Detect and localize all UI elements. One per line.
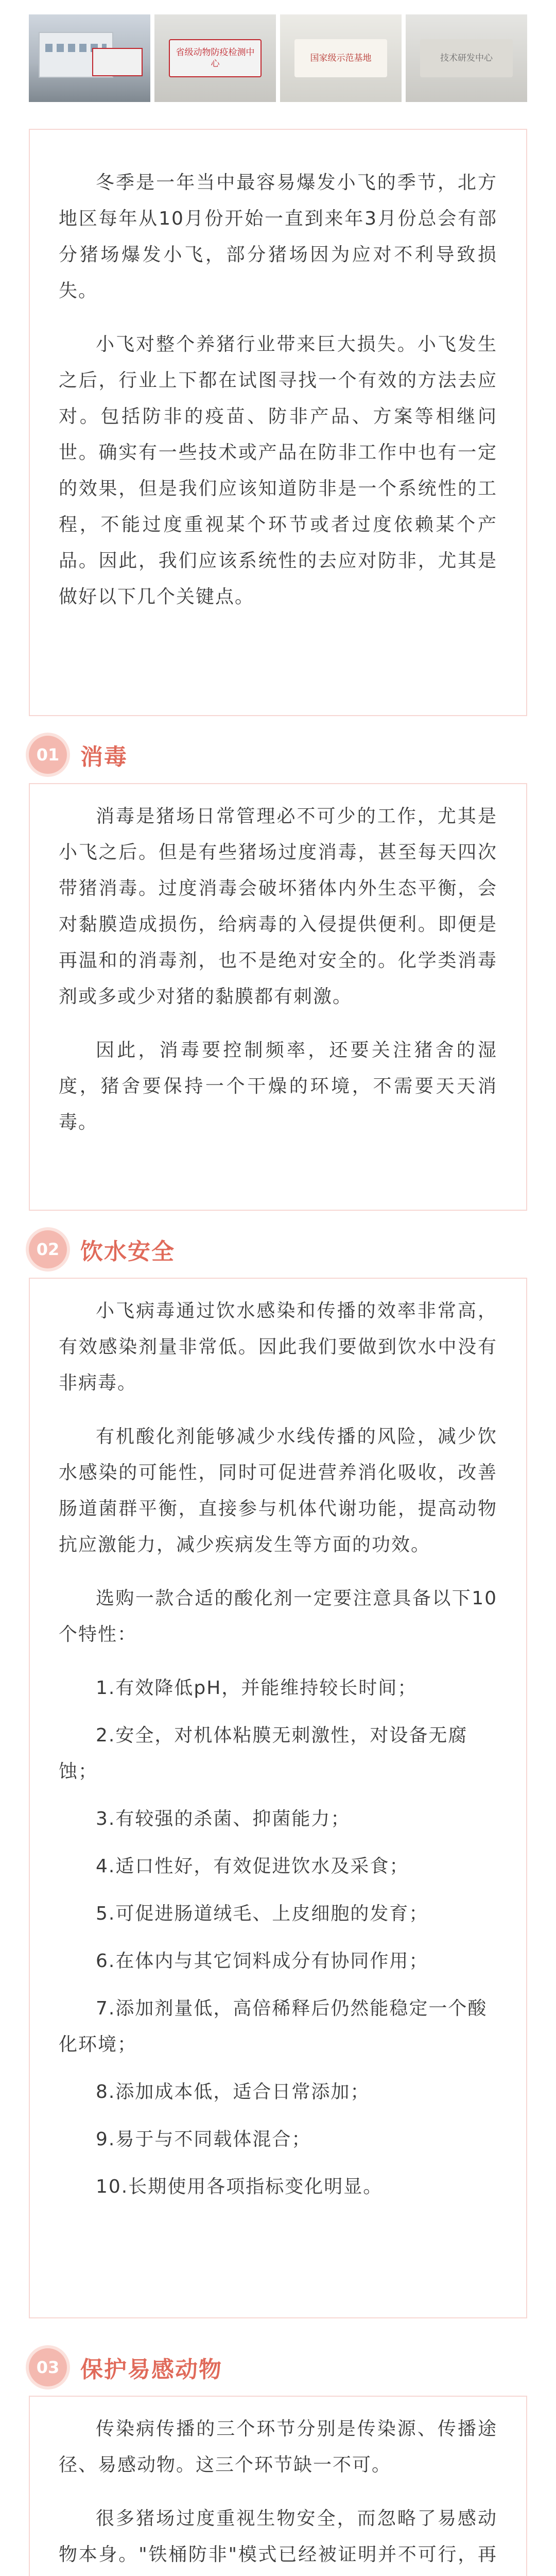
header-photo-strip <box>29 14 527 102</box>
section-paragraph: 有机酸化剂能够减少水线传播的风险，减少饮水感染的可能性，同时可促进营养消化吸收，改善肠道菌群平衡，直接参与机体代谢功能，提高动物抗应激能力，减少疾病发生等方面的功效。 <box>59 1426 497 1555</box>
section-paragraph: 很多猪场过度重视生物安全，而忽略了易感动物本身。"铁桶防非"模式已经被证明并不可行，再 <box>59 2508 497 2565</box>
feature-list <box>59 1670 497 2205</box>
intro-card <box>29 129 527 716</box>
section-paragraph: 选购一款合适的酸化剂一定要注意具备以下10个特性： <box>59 1588 497 1645</box>
plaque-photo <box>280 14 402 102</box>
plaque-text: 国家级示范基地 <box>294 39 387 78</box>
facility-sign <box>92 48 143 76</box>
section-header-disinfection <box>29 734 128 775</box>
list-item: 3.有较强的杀菌、抑菌能力； <box>96 1808 351 1829</box>
section-card-water-safety <box>29 1278 527 2318</box>
section-title: 保护易感动物 <box>80 2357 222 2383</box>
list-item: 2.安全，对机体粘膜无刺激性，对设备无腐蚀； <box>59 1725 468 1782</box>
list-item: 7.添加剂量低，高倍稀释后仍然能稳定一个酸化环境； <box>59 1998 488 2055</box>
section-title: 饮水安全 <box>80 1239 175 1265</box>
list-item: 5.可促进肠道绒毛、上皮细胞的发育； <box>96 1903 429 1924</box>
plaque-text: 省级动物防疫检测中心 <box>169 39 261 78</box>
facility-photo <box>29 14 150 102</box>
section-header-water-safety <box>29 1229 175 1270</box>
section-header-protect-animals <box>29 2347 222 2388</box>
section-title: 消毒 <box>80 744 128 770</box>
section-card-disinfection <box>29 783 527 1211</box>
intro-paragraph: 冬季是一年当中最容易爆发小飞的季节，北方地区每年从10月份开始一直到来年3月份总会有部分猪场爆发小飞，部分猪场因为应对不利导致损失。 <box>59 172 497 301</box>
section-paragraph: 传染病传播的三个环节分别是传染源、传播途径、易感动物。这三个环节缺一不可。 <box>59 2418 497 2476</box>
section-paragraph: 小飞病毒通过饮水感染和传播的效率非常高，有效感染剂量非常低。因此我们要做到饮水中没有非病毒。 <box>59 1300 497 1394</box>
list-item: 8.添加成本低，适合日常添加； <box>96 2081 370 2103</box>
list-item: 4.适口性好，有效促进饮水及采食； <box>96 1856 409 1877</box>
list-item: 10.长期使用各项指标变化明显。 <box>96 2176 383 2197</box>
section-number-badge: 02 <box>29 1230 67 1268</box>
plaque-photo <box>154 14 276 102</box>
list-item: 9.易于与不同载体混合； <box>96 2129 311 2150</box>
intro-paragraph: 小飞对整个养猪行业带来巨大损失。小飞发生之后，行业上下都在试图寻找一个有效的方法去应对。包括防非的疫苗、防非产品、方案等相继问世。确实有一些技术或产品在防非工作中也有一定的效果，但是我们应该知道防非是一个系统性的工程，不能过度重视某个环节或者过度依赖某个产品。因此，我们应该系统性的去应对防非，尤其是做好以下几个关键点。 <box>59 334 497 607</box>
section-paragraph: 因此，消毒要控制频率，还要关注猪舍的湿度，猪舍要保持一个干燥的环境，不需要天天消毒。 <box>59 1040 497 1133</box>
section-number-badge: 01 <box>29 736 67 774</box>
list-item: 1.有效降低pH，并能维持较长时间； <box>96 1677 418 1699</box>
section-card-protect-animals <box>29 2396 527 2576</box>
section-paragraph: 消毒是猪场日常管理必不可少的工作，尤其是小飞之后。但是有些猪场过度消毒，甚至每天四次带猪消毒。过度消毒会破坏猪体内外生态平衡，会对黏膜造成损伤，给病毒的入侵提供便利。即便是再温和的消毒剂，也不是绝对安全的。化学类消毒剂或多或少对猪的黏膜都有刺激。 <box>59 806 497 1007</box>
plaque-photo <box>406 14 527 102</box>
plaque-text: 技术研发中心 <box>420 39 512 78</box>
section-number-badge: 03 <box>29 2348 67 2386</box>
list-item: 6.在体内与其它饲料成分有协同作用； <box>96 1951 429 1972</box>
